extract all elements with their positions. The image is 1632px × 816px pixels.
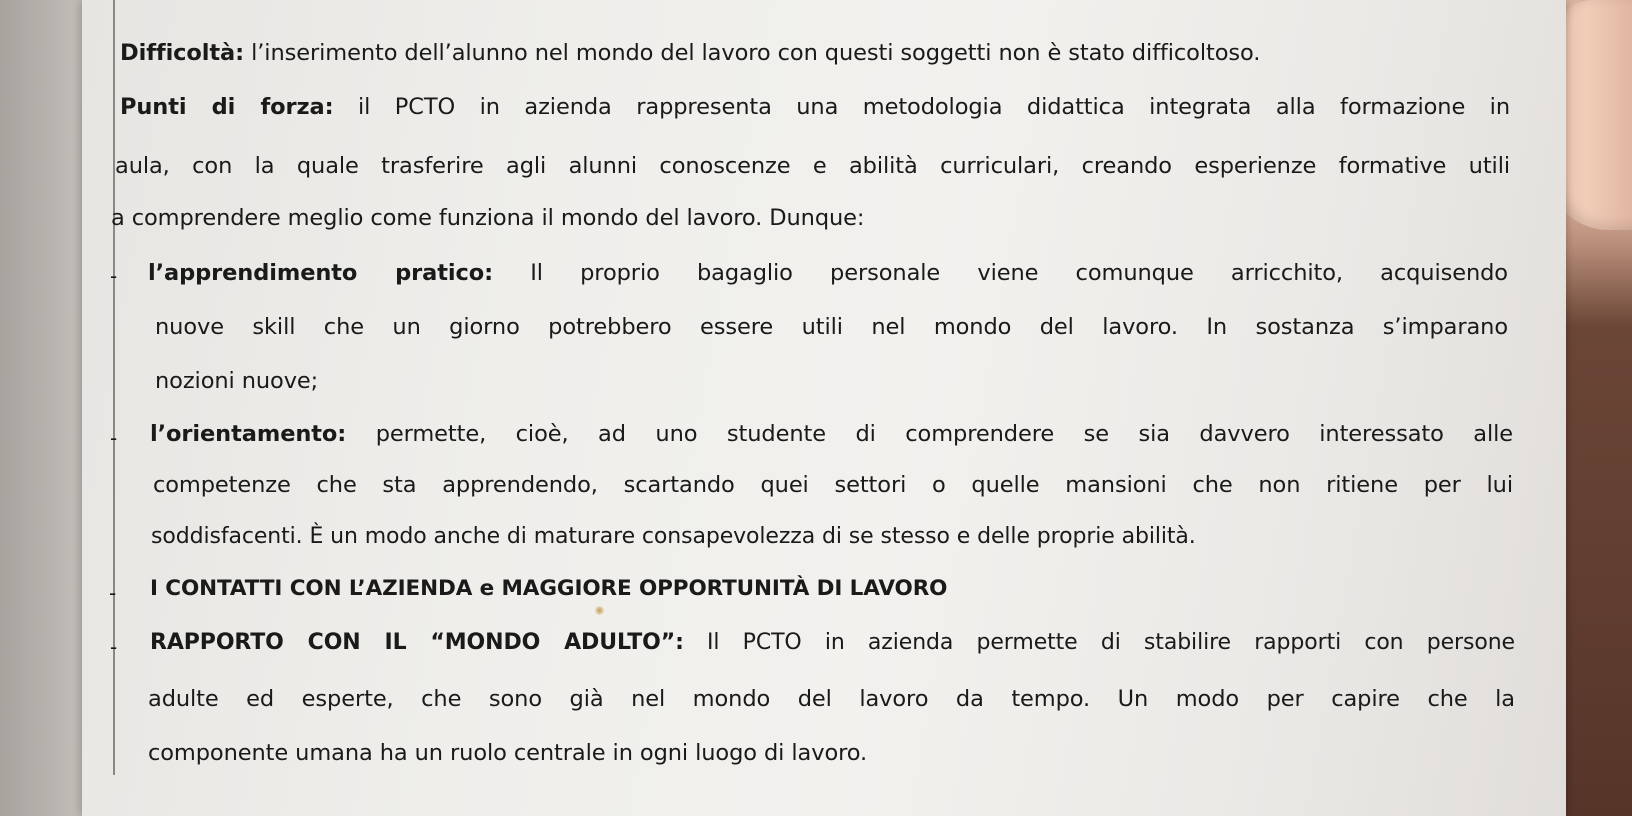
bullet-1-text-3: nozioni nuove;: [155, 368, 319, 394]
ink-smudge: [595, 606, 604, 615]
bullet-4-text-1: Il PCTO in azienda permette di stabilire rapporti con persone: [707, 630, 1515, 655]
bullet-marker-4: -: [110, 635, 118, 659]
bullet-2-text-3: soddisfacenti. È un modo anche di maturare consapevolezza di se stesso e delle proprie abilità.: [151, 524, 1196, 549]
bullet-marker-1: -: [110, 264, 118, 288]
difficolta-text: l’inserimento dell’alunno nel mondo del lavoro con questi soggetti non è stato difficoltoso.: [251, 40, 1261, 66]
bullet-3-line-1: [150, 578, 947, 600]
bullet-1-line-3: [155, 370, 318, 393]
bullet-1-line-2: [155, 316, 1508, 339]
bullet-1-line-1: [148, 262, 1508, 285]
bullet-4-line-2: [148, 688, 1515, 711]
bullet-4-text-3: componente umana ha un ruolo centrale in ogni luogo di lavoro.: [148, 740, 868, 766]
bullet-2-line-1: [150, 423, 1513, 446]
bullet-2-text-1: permette, cioè, ad uno studente di comprendere se sia davvero interessato alle: [375, 421, 1513, 447]
bullet-4-text-2: adulte ed esperte, che sono già nel mondo del lavoro da tempo. Un modo per capire che la: [148, 686, 1515, 712]
punti-forza-line-3: [111, 207, 864, 230]
punti-forza-line-2: [115, 155, 1510, 178]
bullet-3-label: I CONTATTI CON L’AZIENDA e MAGGIORE OPPORTUNITÀ DI LAVORO: [150, 576, 948, 601]
bullet-1-label: l’apprendimento pratico:: [148, 260, 494, 286]
difficolta-line: [120, 42, 1260, 65]
bullet-2-line-2: [153, 474, 1513, 497]
bullet-marker-3: -: [109, 581, 117, 605]
bullet-2-text-2: competenze che sta apprendendo, scartando quei settori o quelle mansioni che non ritiene per lui: [153, 472, 1513, 498]
punti-forza-text-1: il PCTO in azienda rappresenta una metodologia didattica integrata alla formazione in: [357, 94, 1510, 120]
difficolta-label: Difficoltà:: [120, 40, 245, 66]
bullet-4-label: RAPPORTO CON IL “MONDO ADULTO”:: [150, 630, 684, 655]
punti-forza-label: Punti di forza:: [120, 94, 334, 120]
punti-forza-text-2: aula, con la quale trasferire agli alunni conoscenze e abilità curriculari, creando esperienze formative utili: [115, 153, 1510, 179]
punti-forza-line-1: [120, 96, 1510, 119]
bullet-1-text-2: nuove skill che un giorno potrebbero essere utili nel mondo del lavoro. In sostanza s’imparano: [155, 314, 1508, 340]
bullet-2-line-3: [151, 526, 1196, 548]
bullet-marker-2: -: [110, 426, 118, 450]
bullet-2-label: l’orientamento:: [150, 421, 347, 447]
bullet-4-line-1: [150, 632, 1515, 654]
bullet-4-line-3: [148, 742, 867, 765]
bullet-1-text-1: Il proprio bagaglio personale viene comunque arricchito, acquisendo: [530, 260, 1508, 286]
punti-forza-text-3: a comprendere meglio come funziona il mondo del lavoro. Dunque:: [111, 205, 865, 231]
